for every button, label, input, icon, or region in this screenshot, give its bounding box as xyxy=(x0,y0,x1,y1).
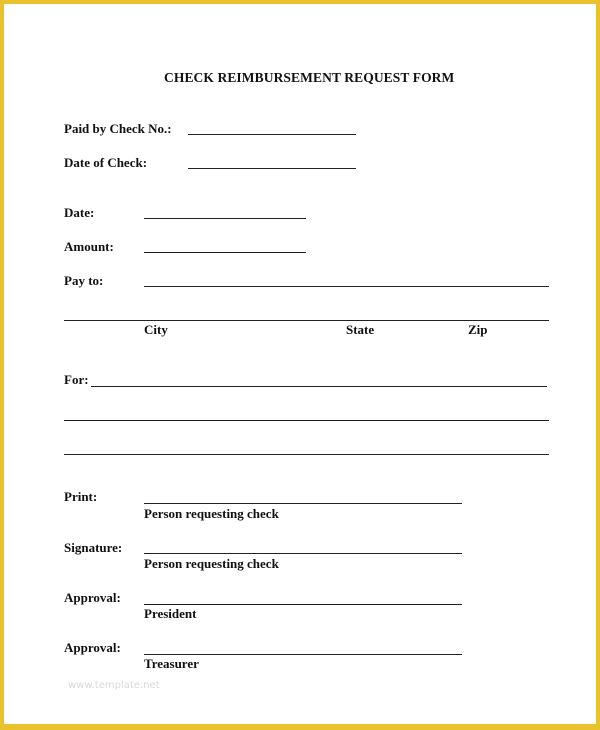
state-label: State xyxy=(346,322,375,337)
pay-to-field[interactable] xyxy=(144,286,549,287)
signature-label: Signature: xyxy=(64,540,123,555)
approval-president-field[interactable] xyxy=(144,604,462,605)
pay-to-label: Pay to: xyxy=(64,273,104,288)
form-title: CHECK REIMBURSEMENT REQUEST FORM xyxy=(164,70,455,85)
amount-field[interactable] xyxy=(144,252,306,253)
print-sublabel: Person requesting check xyxy=(144,506,279,521)
amount-label: Amount: xyxy=(64,239,114,254)
for-label: For: xyxy=(64,372,89,387)
for-field[interactable] xyxy=(91,386,547,387)
for-field-line-3[interactable] xyxy=(64,454,549,455)
date-field[interactable] xyxy=(144,218,306,219)
address-field[interactable] xyxy=(64,320,549,321)
print-label: Print: xyxy=(64,489,98,504)
paid-by-check-field[interactable] xyxy=(188,134,356,135)
approval-treasurer-sublabel: Treasurer xyxy=(144,656,199,671)
watermark: www.template.net xyxy=(68,680,160,691)
approval-treasurer-field[interactable] xyxy=(144,654,462,655)
paid-by-check-label: Paid by Check No.: xyxy=(64,121,172,136)
approval-treasurer-label: Approval: xyxy=(64,640,121,655)
print-field[interactable] xyxy=(144,503,462,504)
city-label: City xyxy=(144,322,168,337)
date-of-check-label: Date of Check: xyxy=(64,155,148,170)
date-of-check-field[interactable] xyxy=(188,168,356,169)
signature-field[interactable] xyxy=(144,553,462,554)
approval-president-sublabel: President xyxy=(144,606,197,621)
signature-sublabel: Person requesting check xyxy=(144,556,279,571)
form-page xyxy=(4,4,596,724)
approval-president-label: Approval: xyxy=(64,590,121,605)
date-label: Date: xyxy=(64,205,95,220)
zip-label: Zip xyxy=(468,322,488,337)
for-field-line-2[interactable] xyxy=(64,420,549,421)
